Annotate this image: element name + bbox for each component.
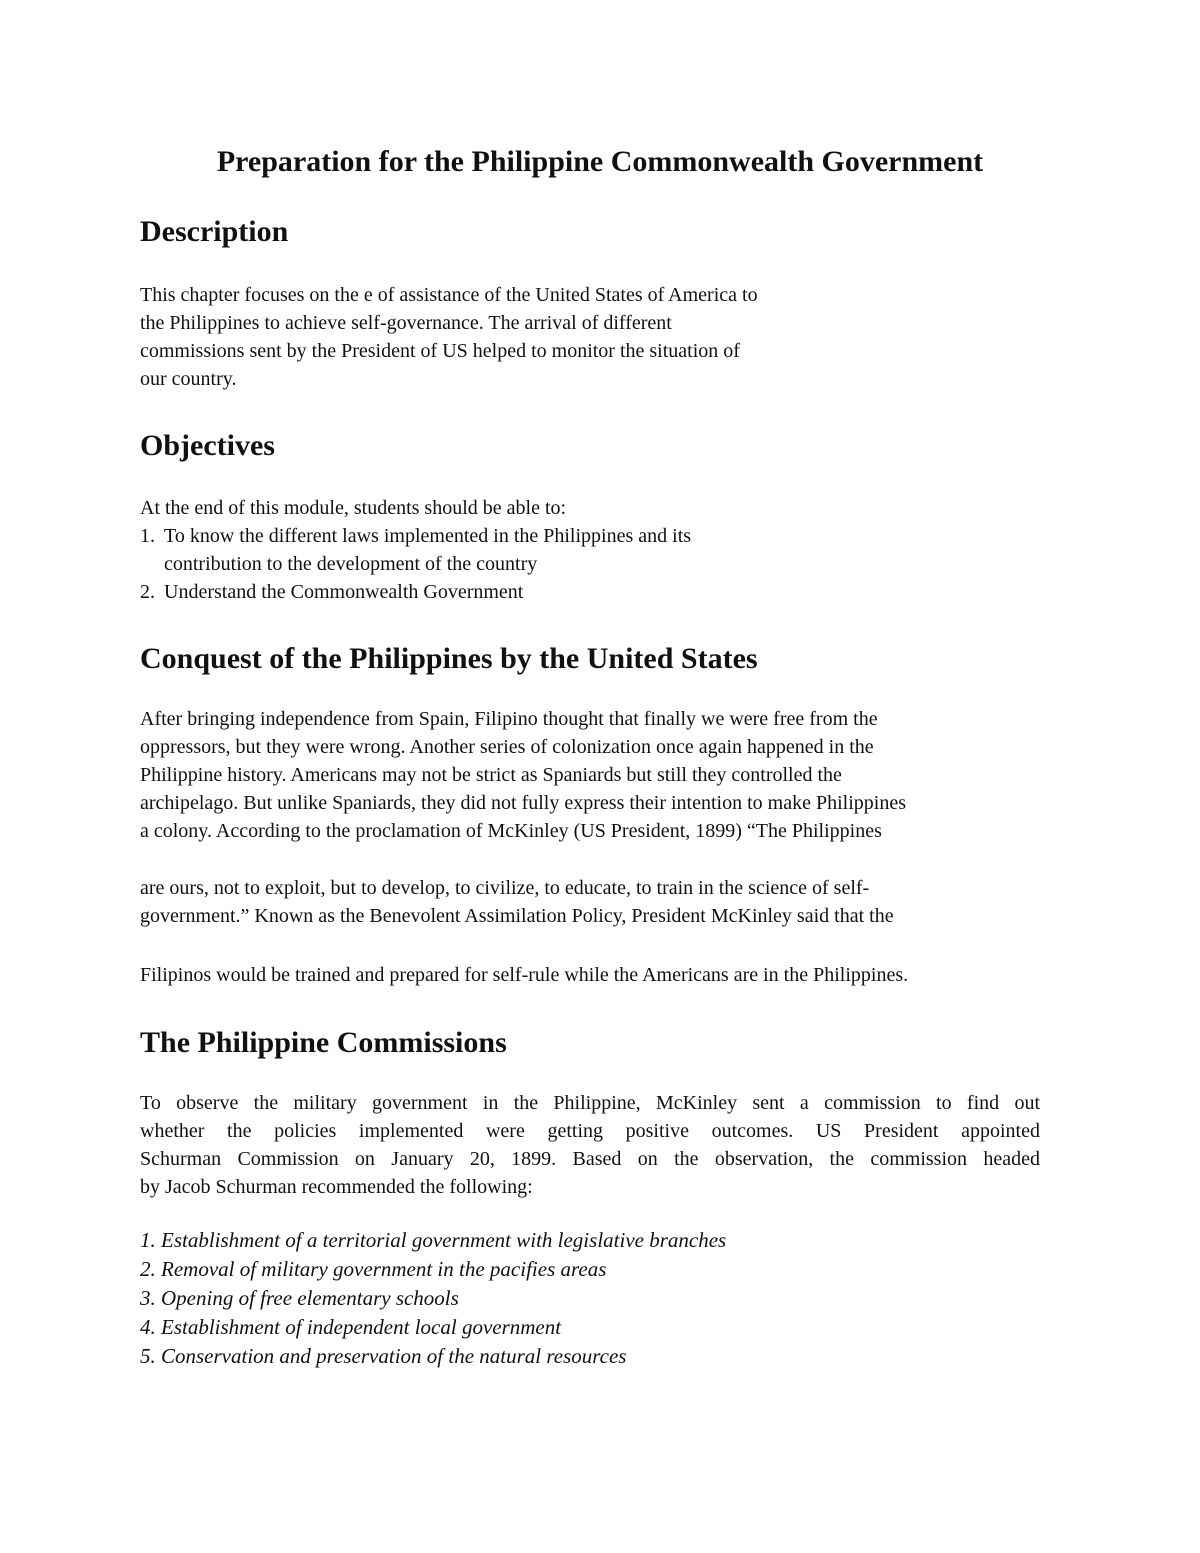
objective-number: 2. xyxy=(140,581,155,603)
conquest-line: Filipinos would be trained and prepared for self-rule while the Americans are in the Philippines. xyxy=(140,964,909,986)
objective-text xyxy=(164,522,691,578)
conquest-line: are ours, not to exploit, but to develop, to civilize, to educate, to train in the science of self- xyxy=(140,877,870,899)
objective-line: contribution to the development of the country xyxy=(164,553,538,575)
recommendation-item: 4. Establishment of independent local government xyxy=(140,1315,562,1339)
description-line: the Philippines to achieve self-governance. The arrival of different xyxy=(140,312,672,334)
description-line: This chapter focuses on the e of assistance of the United States of America to xyxy=(140,284,758,306)
objective-line: To know the different laws implemented in the Philippines and its xyxy=(164,525,692,547)
recommendation-item: 2. Removal of military government in the pacifies areas xyxy=(140,1257,607,1281)
commissions-paragraph xyxy=(140,1089,1040,1201)
objective-item xyxy=(140,522,691,578)
commissions-heading: The Philippine Commissions xyxy=(140,1026,507,1059)
conquest-line: Philippine history. Americans may not be strict as Spaniards but still they controlled the xyxy=(140,764,842,786)
conquest-line: government.” Known as the Benevolent Assimilation Policy, President McKinley said that the xyxy=(140,905,894,927)
objective-item xyxy=(140,578,691,606)
objectives-intro: At the end of this module, students should be able to: xyxy=(140,497,567,519)
objectives-heading: Objectives xyxy=(140,429,275,462)
conquest-paragraph-3 xyxy=(140,961,908,989)
conquest-line: a colony. According to the proclamation of McKinley (US President, 1899) “The Philippines xyxy=(140,820,882,842)
conquest-line: After bringing independence from Spain, Filipino thought that finally we were free from the xyxy=(140,708,878,730)
description-line: our country. xyxy=(140,368,237,390)
conquest-paragraph-2 xyxy=(140,874,894,930)
commissions-line: To observe the military government in the Philippine, McKinley sent a commission to find out xyxy=(140,1092,1040,1114)
commissions-line: whether the policies implemented were getting positive outcomes. US President appointed xyxy=(140,1120,1040,1142)
conquest-line: archipelago. But unlike Spaniards, they did not fully express their intention to make Philippines xyxy=(140,792,906,814)
conquest-heading: Conquest of the Philippines by the United States xyxy=(140,642,758,675)
recommendation-item: 3. Opening of free elementary schools xyxy=(140,1286,459,1310)
document-title: Preparation for the Philippine Commonwealth Government xyxy=(216,145,984,178)
conquest-paragraph-1 xyxy=(140,705,906,845)
description-paragraph xyxy=(140,281,758,393)
conquest-line: oppressors, but they were wrong. Another series of colonization once again happened in the xyxy=(140,736,874,758)
commissions-line: by Jacob Schurman recommended the following: xyxy=(140,1176,533,1198)
recommendation-item: 5. Conservation and preservation of the natural resources xyxy=(140,1344,627,1368)
commissions-line: Schurman Commission on January 20, 1899. Based on the observation, the commission headed xyxy=(140,1148,1040,1170)
objective-text xyxy=(164,578,523,606)
recommendations-list xyxy=(140,1226,726,1371)
recommendation-item: 1. Establishment of a territorial government with legislative branches xyxy=(140,1228,727,1252)
objective-line: Understand the Commonwealth Government xyxy=(164,581,524,603)
objectives-list xyxy=(140,522,691,606)
description-heading: Description xyxy=(140,215,289,248)
description-line: commissions sent by the President of US helped to monitor the situation of xyxy=(140,340,740,362)
objective-number: 1. xyxy=(140,525,155,547)
